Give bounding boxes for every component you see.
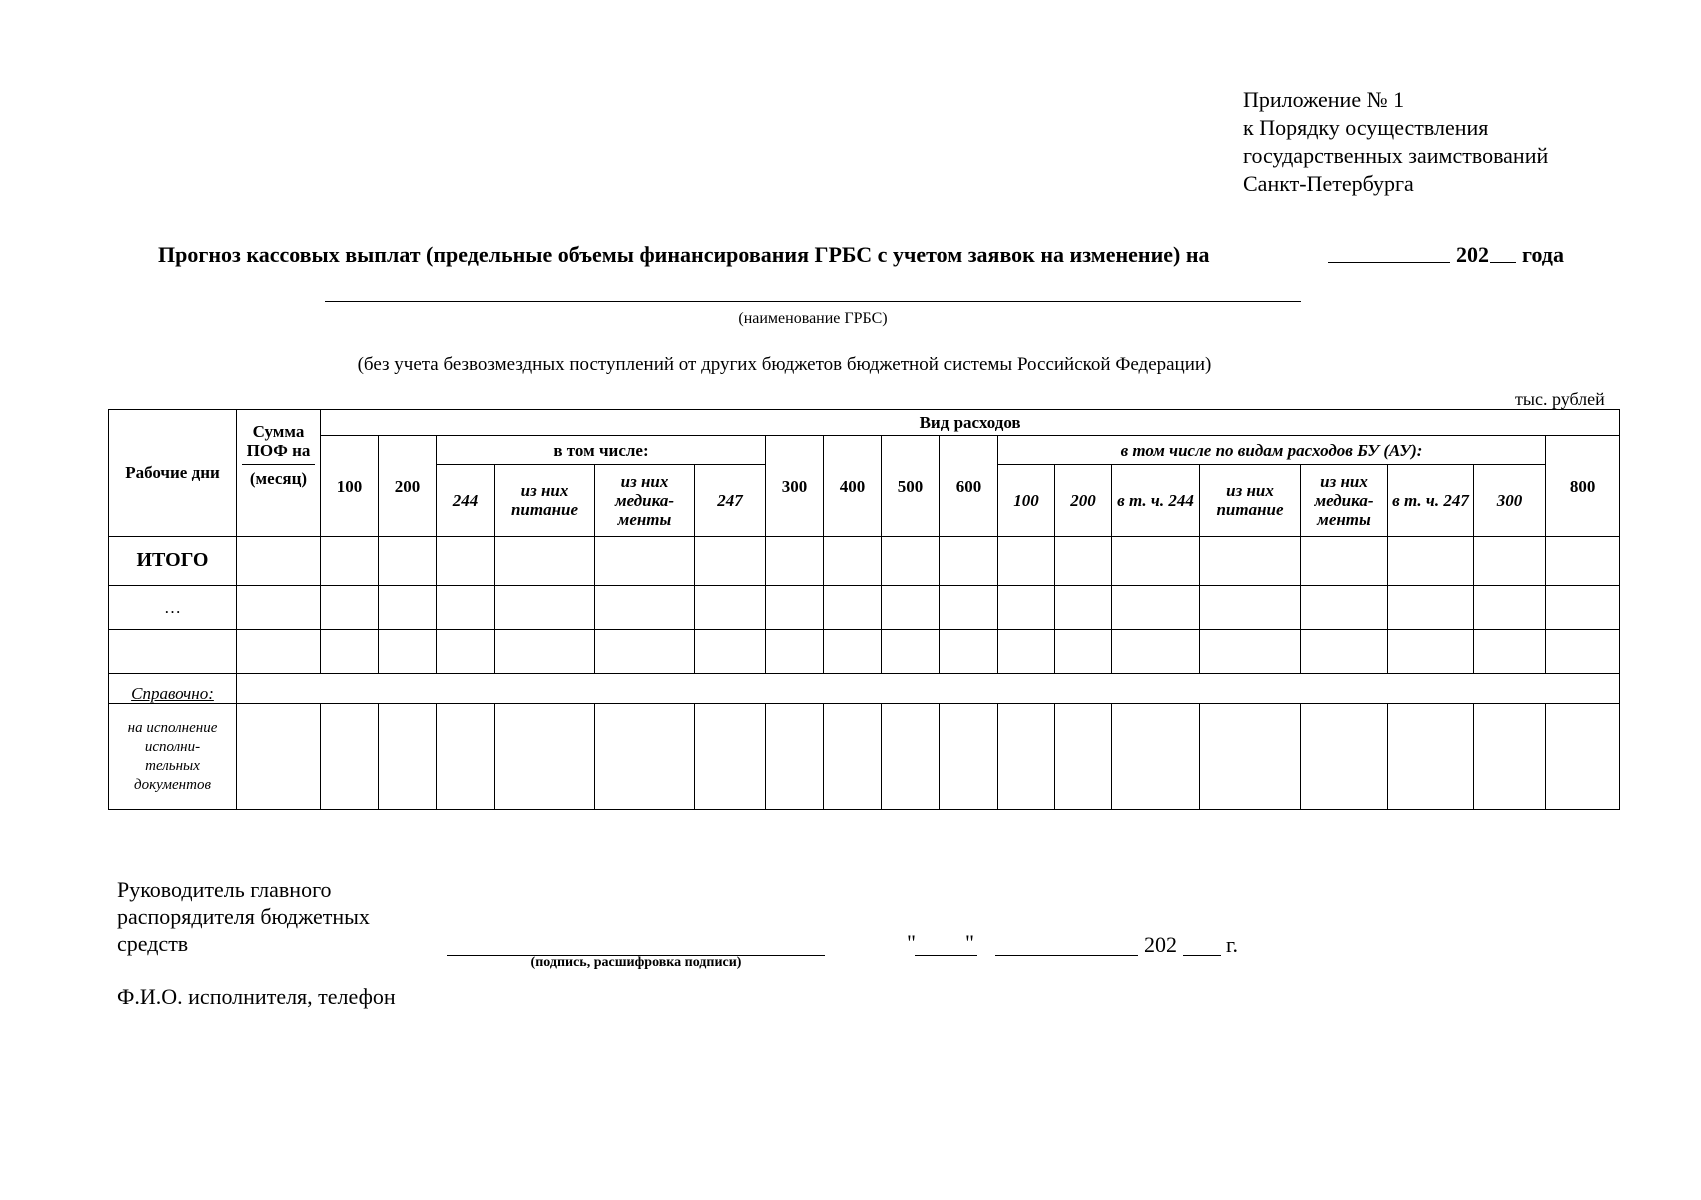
- grbs-name-line[interactable]: [325, 301, 1301, 302]
- table-cell[interactable]: [824, 704, 882, 810]
- table-cell[interactable]: [1200, 704, 1301, 810]
- table-cell[interactable]: [695, 704, 766, 810]
- table-row-ispolnenie: [109, 704, 1620, 810]
- title-text: Прогноз кассовых выплат (предельные объемы финансирования ГРБС с учетом заявок на изменение) на: [158, 242, 1210, 267]
- header-247: 247: [695, 464, 766, 536]
- header-working-days: Рабочие дни: [109, 410, 237, 537]
- table-cell-merged: [237, 673, 1620, 703]
- table-cell[interactable]: [1200, 585, 1301, 630]
- table-row-empty: [109, 630, 1620, 674]
- appendix-line-4: Санкт-Петербурга: [1243, 171, 1414, 196]
- header-bu-100: 100: [998, 464, 1055, 536]
- table-cell[interactable]: [766, 585, 824, 630]
- date-month-blank[interactable]: [995, 955, 1138, 956]
- table-cell[interactable]: [824, 630, 882, 674]
- table-cell[interactable]: [998, 630, 1055, 674]
- table-cell[interactable]: [237, 585, 321, 630]
- table-cell[interactable]: [824, 585, 882, 630]
- table-cell[interactable]: [1546, 585, 1620, 630]
- table-cell[interactable]: [695, 585, 766, 630]
- header-300: 300: [766, 436, 824, 537]
- table-cell[interactable]: [1388, 536, 1474, 585]
- table-cell[interactable]: [695, 630, 766, 674]
- date-quote-close: ": [965, 930, 974, 955]
- table-cell[interactable]: [882, 585, 940, 630]
- table-cell[interactable]: [1388, 585, 1474, 630]
- table-cell[interactable]: [109, 630, 237, 674]
- row-spravochno-label: Справочно:: [109, 673, 237, 703]
- header-244: 244: [437, 464, 495, 536]
- header-bu-medikamenty: из них медика-менты: [1301, 464, 1388, 536]
- row-itogo-label: ИТОГО: [109, 536, 237, 585]
- header-bu-300: 300: [1474, 464, 1546, 536]
- table-cell[interactable]: [940, 704, 998, 810]
- date-year-suffix: г.: [1226, 932, 1239, 957]
- table-cell[interactable]: [379, 704, 437, 810]
- table-cell[interactable]: [1301, 536, 1388, 585]
- header-sum-pof: [237, 410, 321, 537]
- table-cell[interactable]: [940, 536, 998, 585]
- head-label-line-2: распорядителя бюджетных: [117, 904, 370, 929]
- header-bu-pitanie: из них питание: [1200, 464, 1301, 536]
- table-cell[interactable]: [321, 536, 379, 585]
- table-cell[interactable]: [437, 630, 495, 674]
- table-cell[interactable]: [437, 585, 495, 630]
- table-cell[interactable]: [1112, 630, 1200, 674]
- table-cell[interactable]: [1388, 630, 1474, 674]
- table-cell[interactable]: [595, 536, 695, 585]
- table-cell[interactable]: [1055, 536, 1112, 585]
- table-cell[interactable]: [1301, 630, 1388, 674]
- table-cell[interactable]: [1112, 585, 1200, 630]
- table-cell[interactable]: [437, 704, 495, 810]
- table-cell[interactable]: [766, 536, 824, 585]
- header-400: 400: [824, 436, 882, 537]
- table-cell[interactable]: [940, 630, 998, 674]
- table-cell[interactable]: [1112, 704, 1200, 810]
- title-year-suffix: года: [1522, 242, 1564, 267]
- table-cell[interactable]: [1474, 536, 1546, 585]
- header-500: 500: [882, 436, 940, 537]
- table-cell[interactable]: [998, 585, 1055, 630]
- table-cell[interactable]: [1546, 704, 1620, 810]
- row-ispolnenie-label: на исполнение исполни-тельных документов: [109, 704, 237, 810]
- appendix-line-3: государственных заимствований: [1243, 143, 1549, 168]
- table-cell[interactable]: [379, 585, 437, 630]
- table-cell[interactable]: [495, 704, 595, 810]
- appendix-line-1: Приложение № 1: [1243, 87, 1405, 112]
- table-cell[interactable]: [1474, 704, 1546, 810]
- table-cell[interactable]: [1112, 536, 1200, 585]
- header-bu-vtch-244: в т. ч. 244: [1112, 464, 1200, 536]
- table-row-dots: [109, 585, 1620, 630]
- table-cell[interactable]: [882, 630, 940, 674]
- table-cell[interactable]: [1474, 585, 1546, 630]
- table-cell[interactable]: [321, 585, 379, 630]
- header-200: 200: [379, 436, 437, 537]
- title-year-prefix: 202: [1456, 242, 1489, 267]
- header-sum-pof-text: Сумма ПОФ на: [246, 422, 311, 460]
- table-cell[interactable]: [237, 630, 321, 674]
- table-cell[interactable]: [437, 536, 495, 585]
- grbs-caption: (наименование ГРБС): [738, 310, 888, 327]
- date-quote-open: ": [907, 930, 916, 955]
- head-label: [117, 876, 370, 957]
- table-cell[interactable]: [766, 704, 824, 810]
- row-dots-label: …: [109, 585, 237, 630]
- table-cell[interactable]: [379, 630, 437, 674]
- table-row-itogo: [109, 536, 1620, 585]
- table-cell[interactable]: [1474, 630, 1546, 674]
- header-pitanie: из них питание: [495, 464, 595, 536]
- table-cell[interactable]: [1546, 536, 1620, 585]
- units-label: тыс. рублей: [1515, 389, 1605, 409]
- table-cell[interactable]: [1301, 585, 1388, 630]
- table-cell[interactable]: [495, 536, 595, 585]
- table-cell[interactable]: [379, 536, 437, 585]
- table-cell[interactable]: [237, 704, 321, 810]
- table-cell[interactable]: [595, 704, 695, 810]
- appendix-block: [1243, 86, 1548, 198]
- note-text-inner: (без учета безвозмездных поступлений от других бюджетов бюджетной системы Российской Федерации): [357, 354, 1212, 375]
- table-cell[interactable]: [824, 536, 882, 585]
- header-600: 600: [940, 436, 998, 537]
- executor-label: Ф.И.О. исполнителя, телефон: [117, 984, 396, 1009]
- head-label-line-1: Руководитель главного: [117, 877, 332, 902]
- signature-caption: (подпись, расшифровка подписи): [530, 955, 742, 970]
- table-cell[interactable]: [766, 630, 824, 674]
- table-cell[interactable]: [1055, 585, 1112, 630]
- table-cell[interactable]: [940, 585, 998, 630]
- appendix-line-2: к Порядку осуществления: [1243, 115, 1489, 140]
- header-800: 800: [1546, 436, 1620, 537]
- table-cell[interactable]: [321, 704, 379, 810]
- header-bu-au: в том числе по видам расходов БУ (АУ):: [998, 436, 1546, 464]
- table-cell[interactable]: [1055, 704, 1112, 810]
- table-row-spravochno: [109, 673, 1620, 703]
- header-v-tom-chisle: в том числе:: [437, 436, 766, 464]
- header-vid-rashodov: Вид расходов: [321, 410, 1620, 436]
- table-cell[interactable]: [321, 630, 379, 674]
- table-cell[interactable]: [1200, 536, 1301, 585]
- table-cell[interactable]: [595, 630, 695, 674]
- header-bu-200: 200: [1055, 464, 1112, 536]
- table-cell[interactable]: [1200, 630, 1301, 674]
- note-text: [0, 354, 1701, 376]
- table-cell[interactable]: [495, 585, 595, 630]
- table-cell[interactable]: [1301, 704, 1388, 810]
- table-cell[interactable]: [1055, 630, 1112, 674]
- head-label-line-3: средств: [117, 931, 189, 956]
- header-bu-vtch-247: в т. ч. 247: [1388, 464, 1474, 536]
- header-medikamenty: из них медика-менты: [595, 464, 695, 536]
- table-cell[interactable]: [495, 630, 595, 674]
- table-cell[interactable]: [695, 536, 766, 585]
- table-cell[interactable]: [1388, 704, 1474, 810]
- table-cell[interactable]: [882, 536, 940, 585]
- header-100: 100: [321, 436, 379, 537]
- table-cell[interactable]: [237, 536, 321, 585]
- date-year-prefix: 202: [1144, 932, 1177, 957]
- table-cell[interactable]: [998, 536, 1055, 585]
- table-cell[interactable]: [595, 585, 695, 630]
- table-cell[interactable]: [1546, 630, 1620, 674]
- table-cell[interactable]: [998, 704, 1055, 810]
- header-sum-month: (месяц): [242, 464, 315, 488]
- title-date-blank[interactable]: [1328, 262, 1450, 263]
- table-cell[interactable]: [882, 704, 940, 810]
- forecast-table: [108, 409, 1620, 810]
- title-year-blank[interactable]: [1490, 262, 1516, 263]
- date-year-blank[interactable]: [1183, 955, 1221, 956]
